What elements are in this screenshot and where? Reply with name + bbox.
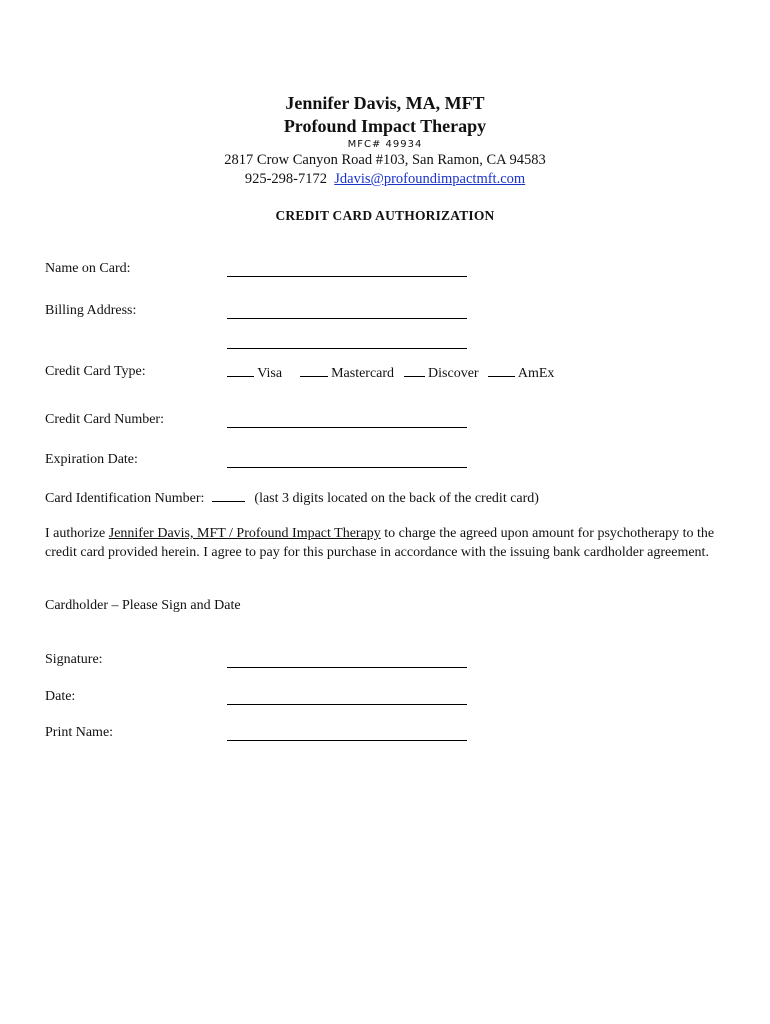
amex-option: AmEx: [517, 366, 555, 381]
form-heading: CREDIT CARD AUTHORIZATION: [275, 208, 495, 223]
expiration-label: Expiration Date:: [45, 452, 138, 467]
card-id-note: (last 3 digits located on the back of the credit card): [254, 491, 539, 506]
discover-blank[interactable]: [404, 364, 425, 377]
print-name-field[interactable]: [227, 740, 467, 741]
practice-name: Profound Impact Therapy: [283, 116, 487, 136]
auth-party: Jennifer Davis, MFT / Profound Impact Therapy: [108, 526, 381, 541]
license-number: MFC# 49934: [347, 139, 423, 150]
card-type-label: Credit Card Type:: [45, 364, 146, 379]
visa-blank[interactable]: [227, 364, 254, 377]
name-on-card-field[interactable]: [227, 276, 467, 277]
expiration-field[interactable]: [227, 467, 467, 468]
date-label: Date:: [45, 689, 76, 704]
contact-line: [0, 171, 770, 188]
print-name-label: Print Name:: [45, 725, 114, 740]
auth-suffix: to charge the agreed upon amount for psychotherapy to the credit card provided herein. I agree to pay for this purchase in accordance with the issuing bank cardholder agreement.: [45, 526, 715, 560]
signature-label: Signature:: [45, 652, 103, 667]
card-number-field[interactable]: [227, 427, 467, 428]
mastercard-option: Mastercard: [331, 366, 395, 381]
authorization-paragraph: [45, 525, 735, 562]
therapist-name: Jennifer Davis, MA, MFT: [285, 93, 485, 113]
sign-prompt: Cardholder – Please Sign and Date: [45, 598, 241, 613]
phone-number: 925-298-7172: [244, 171, 327, 187]
card-id-field[interactable]: [212, 489, 245, 502]
auth-prefix: I authorize: [45, 526, 109, 541]
date-field[interactable]: [227, 704, 467, 705]
billing-address-field-2[interactable]: [227, 348, 467, 349]
name-on-card-label: Name on Card:: [45, 261, 131, 276]
card-number-label: Credit Card Number:: [45, 412, 164, 427]
visa-option: Visa: [257, 366, 283, 381]
card-type-options: [227, 364, 554, 382]
card-id-label: Card Identification Number:: [45, 491, 205, 506]
card-id-row: [45, 489, 539, 507]
signature-field[interactable]: [227, 667, 467, 668]
billing-address-field-1[interactable]: [227, 318, 467, 319]
email-link[interactable]: Jdavis@profoundimpactmft.com: [334, 171, 526, 187]
discover-option: Discover: [428, 366, 479, 381]
practice-address: 2817 Crow Canyon Road #103, San Ramon, CA 94583: [224, 152, 546, 168]
mastercard-blank[interactable]: [300, 364, 328, 377]
amex-blank[interactable]: [488, 364, 515, 377]
billing-address-label: Billing Address:: [45, 303, 137, 318]
